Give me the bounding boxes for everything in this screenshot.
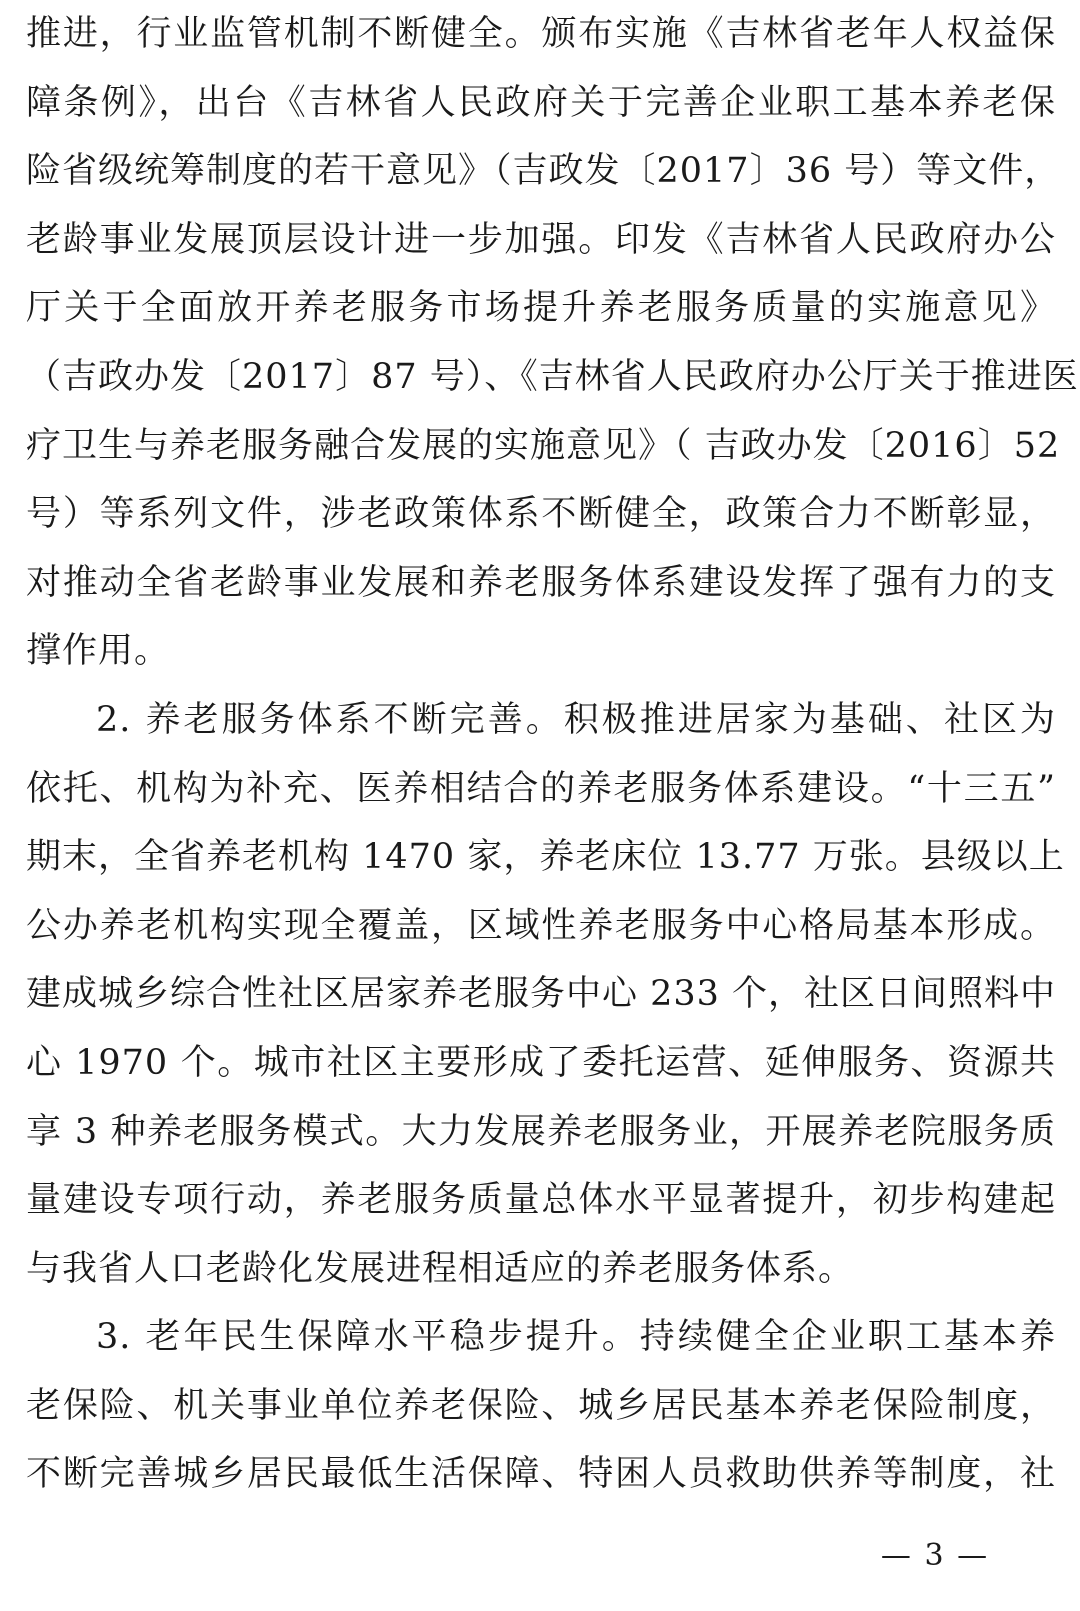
text-line: 量建设专项行动，养老服务质量总体水平显著提升，初步构建起: [26, 1180, 1056, 1221]
text-line: 疗卫生与养老服务融合发展的实施意见》（ 吉政办发〔2016〕52: [26, 425, 1061, 466]
text-line: 与我省人口老龄化发展进程相适应的养老服务体系。: [26, 1248, 855, 1289]
text-line: 不断完善城乡居民最低生活保障、特困人员救助供养等制度，社: [26, 1454, 1056, 1495]
text-line: 障条例》，出台《吉林省人民政府关于完善企业职工基本养老保: [26, 82, 1056, 123]
text-line: 号）等系列文件，涉老政策体系不断健全，政策合力不断彰显，: [26, 494, 1056, 535]
text-line: 公办养老机构实现全覆盖，区域性养老服务中心格局基本形成。: [26, 905, 1056, 946]
text-line: 老龄事业发展顶层设计进一步加强。印发《吉林省人民政府办公: [26, 219, 1056, 260]
text-line: 依托、机构为补充、医养相结合的养老服务体系建设。“十三五”: [26, 768, 1056, 809]
paragraph-first-line: 3. 老年民生保障水平稳步提升。持续健全企业职工基本养: [96, 1317, 1056, 1358]
text-line: 撑作用。: [26, 631, 171, 672]
text-line: 享 3 种养老服务模式。大力发展养老服务业，开展养老院服务质: [26, 1111, 1056, 1152]
text-line: 心 1970 个。城市社区主要形成了委托运营、延伸服务、资源共: [26, 1042, 1056, 1083]
text-line: 险省级统筹制度的若干意见》（吉政发〔2017〕36 号）等文件，: [26, 151, 1061, 192]
text-line: 建成城乡综合性社区居家养老服务中心 233 个，社区日间照料中: [26, 974, 1057, 1015]
text-line: 期末，全省养老机构 1470 家，养老床位 13.77 万张。县级以上: [26, 837, 1065, 878]
text-line: （吉政办发〔2017〕87 号）、《吉林省人民政府办公厅关于推进医: [26, 356, 1079, 397]
text-line: 对推动全省老龄事业发展和养老服务体系建设发挥了强有力的支: [26, 562, 1056, 603]
document-page: [26, 0, 1079, 1509]
text-line: 厅关于全面放开养老服务市场提升养老服务质量的实施意见》: [26, 288, 1056, 329]
page-number: — 3 —: [880, 1538, 990, 1573]
text-line: 推进，行业监管机制不断健全。颁布实施《吉林省老年人权益保: [26, 14, 1056, 54]
paragraph-first-line: 2. 养老服务体系不断完善。积极推进居家为基础、社区为: [96, 699, 1056, 740]
text-line: 老保险、机关事业单位养老保险、城乡居民基本养老保险制度，: [26, 1385, 1056, 1426]
